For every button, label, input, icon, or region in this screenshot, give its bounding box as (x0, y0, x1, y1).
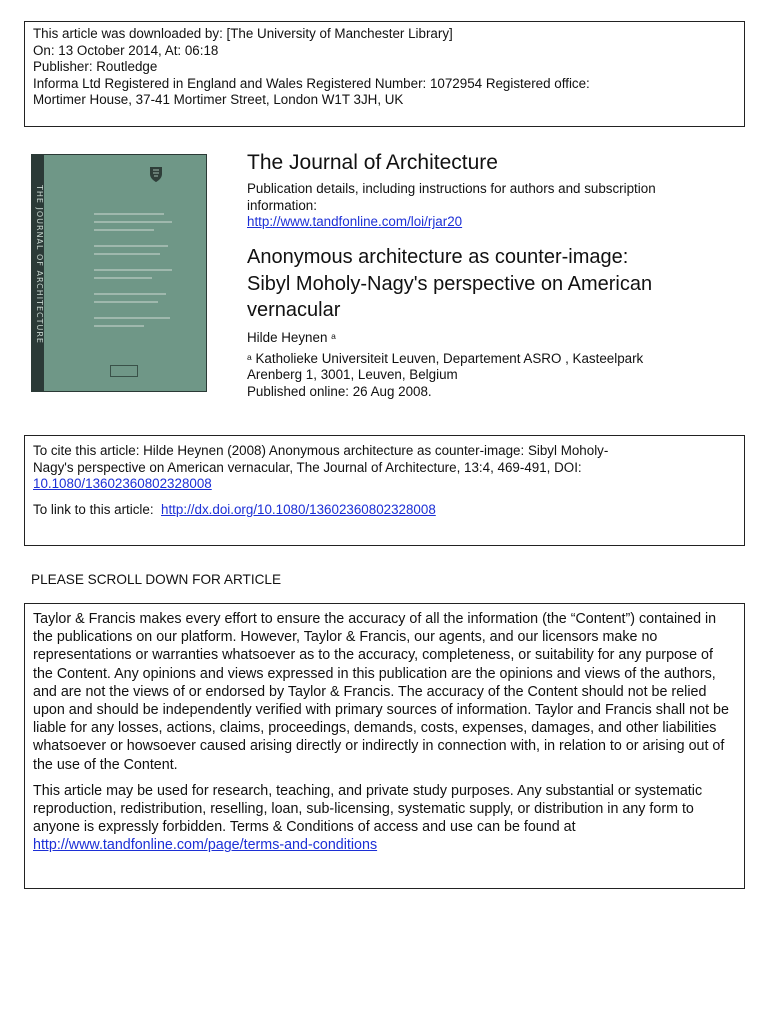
citation-text: Nagy's perspective on American vernacular, The Journal of Architecture, 13:4, 469-491, DOI: (33, 459, 582, 475)
doi-link[interactable]: 10.1080/13602360802328008 (33, 476, 212, 491)
cover-text-line (94, 229, 154, 231)
cover-text-line (94, 317, 170, 319)
download-notice-line: This article was downloaded by: [The University of Manchester Library] (33, 26, 453, 41)
disclaimer-box (24, 603, 745, 889)
cover-text-line (94, 301, 158, 303)
cover-text-line (94, 245, 168, 247)
publication-details (247, 181, 717, 231)
article-url-link[interactable]: http://dx.doi.org/10.1080/13602360802328008 (161, 501, 436, 517)
journal-url-link[interactable]: http://www.tandfonline.com/loi/rjar20 (247, 214, 463, 229)
scroll-notice: PLEASE SCROLL DOWN FOR ARTICLE (31, 572, 282, 587)
article-title-line: Anonymous architecture as counter-image: (247, 246, 629, 268)
usage-text: This article may be used for research, teaching, and private study purposes. Any substantial or systematic reproduction, redistribution, reselling, loan, sub-licensing, systematic supply, or distribution in any form to anyone is expressly forbidden. Terms & Conditions of access and use can be found at (33, 782, 703, 836)
article-title-line: Sibyl Moholy-Nagy's perspective on American (247, 272, 653, 295)
published-date: Published online: 26 Aug 2008. (247, 383, 432, 399)
author-name: Hilde Heynen (247, 330, 328, 345)
registered-office-line: Informa Ltd Registered in England and Wales Registered Number: 1072954 Registered office: (33, 75, 590, 91)
cover-text-line (94, 213, 164, 215)
terms-link[interactable]: http://www.tandfonline.com/page/terms-and-conditions (33, 837, 378, 854)
cover-text-line (94, 269, 172, 271)
publication-details-text: Publication details, including instructions for authors and subscription (247, 181, 656, 196)
cover-text-line (94, 253, 160, 255)
cover-text-line (94, 277, 152, 279)
author-affiliation-marker: a (331, 331, 336, 341)
citation-box (24, 435, 745, 546)
publisher-logo (110, 365, 138, 377)
cover-spine-text: THE JOURNAL OF ARCHITECTURE (35, 185, 44, 344)
publisher-line: Publisher: Routledge (33, 59, 158, 74)
article-title-line: vernacular (247, 299, 341, 321)
publication-details-text: information: (247, 197, 317, 213)
cover-text-line (94, 325, 144, 327)
affiliation-text: Katholieke Universiteit Leuven, Departement ASRO , Kasteelpark (255, 350, 644, 366)
affiliation-marker: a (247, 351, 252, 362)
cover-text-line (94, 221, 172, 223)
crest-icon (149, 165, 163, 183)
article-title (247, 244, 747, 324)
download-notice-box (24, 21, 745, 127)
journal-title: The Journal of Architecture (247, 151, 498, 174)
link-label: To link to this article: (33, 501, 154, 517)
download-date-line: On: 13 October 2014, At: 06:18 (33, 42, 219, 58)
journal-cover-image (31, 154, 207, 392)
cover-text-line (94, 293, 166, 295)
address-line: Mortimer House, 37-41 Mortimer Street, London W1T 3JH, UK (33, 92, 404, 107)
disclaimer-paragraph: Taylor & Francis makes every effort to ensure the accuracy of all the information (the “Content”) contained in the publications on our platform. However, Taylor & Francis, our agents, and our licensors make no representations or warranties whatsoever as to the accuracy, completeness, or suitability for any purpose of the Content. Any opinions and views expressed in this publication are the opinions and views of the authors, and are not the views of or endorsed by Taylor & Francis. The accuracy of the Content should not be relied upon and should be independently verified with primary sources of information. Taylor and Francis shall not be liable for any losses, actions, claims, proceedings, demands, costs, expenses, damages, and other liabilities whatsoever or howsoever caused arising directly or indirectly in connection with, in relation to or arising out of the use of the Content. (33, 611, 729, 773)
affiliation-text: Arenberg 1, 3001, Leuven, Belgium (247, 367, 458, 382)
citation-text: To cite this article: Hilde Heynen (2008) Anonymous architecture as counter-image: Sibyl Moholy- (33, 443, 609, 458)
author-block (247, 330, 717, 400)
usage-paragraph (33, 782, 736, 855)
